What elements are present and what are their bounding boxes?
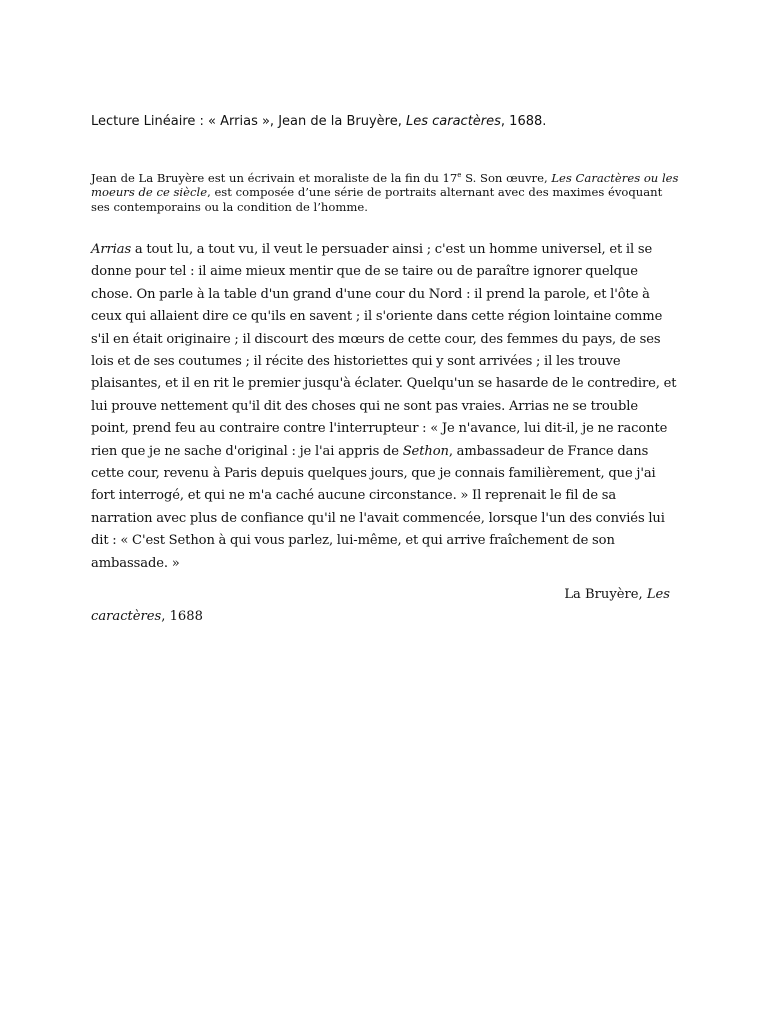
intro-superscript: e — [457, 171, 462, 179]
document-page — [91, 0, 679, 1024]
citation-year: , 1688 — [161, 609, 203, 625]
citation-line-1 — [91, 584, 679, 606]
title-prefix: Lecture Linéaire : « Arrias », Jean de la Bruyère, — [91, 114, 406, 129]
intro-work: Les Caractères ou les moeurs de ce siècle — [91, 170, 679, 200]
title-work: Les caractères — [405, 114, 501, 129]
title-suffix: , 1688. — [500, 114, 547, 129]
intro-before: Jean de La Bruyère est un écrivain et moraliste de la fin du 17 — [91, 170, 458, 185]
citation — [91, 584, 679, 629]
passage-name-sethon: Sethon — [402, 443, 449, 459]
document-title — [91, 113, 679, 131]
passage-name-arrias: Arrias — [91, 242, 132, 257]
citation-work-part1: Les — [646, 587, 670, 602]
citation-line-2 — [91, 606, 679, 628]
intro-paragraph — [91, 168, 679, 214]
intro-middle: S. Son œuvre, — [461, 170, 552, 185]
citation-work-part2: caractères — [91, 609, 162, 625]
passage-part2: , ambassadeur de France dans cette cour, revenu à Paris depuis quelques jours, que je connais familièrement, que j'ai fort interrogé, et qui ne m'a caché aucune circonstance. » Il reprenait le fil de sa narration avec plus de confiance qu'il ne l'avait commencée, lorsque l'un des conviés lui dit : « C'est Sethon à qui vous parlez, lui-même, et qui arrive fraîchement de son ambassade. » — [91, 443, 665, 571]
citation-author: La Bruyère, — [564, 587, 647, 602]
passage-text — [91, 239, 679, 575]
passage-part1: a tout lu, a tout vu, il veut le persuader ainsi ; c'est un homme universel, et il se donne pour tel : il aime mieux mentir que de se taire ou de paraître ignorer quelque chose. On parle à la table d'un grand d'une cour du Nord : il prend la parole, et l'ôte à ceux qui allaient dire ce qu'ils en savent ; il s'oriente dans cette région lointaine comme s'il en était originaire ; il discourt des mœurs de cette cour, des femmes du pays, de ses lois et de ses coutumes ; il récite des historiettes qui y sont arrivées ; il les trouve plaisantes, et il en rit le premier jusqu'à éclater. Quelqu'un se hasarde de le contredire, et lui prouve nettement qu'il dit des choses qui ne sont pas vraies. Arrias ne se trouble point, prend feu au contraire contre l'interrupteur : « Je n'avance, lui dit-il, je ne raconte rien que je ne sache d'original : je l'ai appris de — [91, 242, 677, 459]
intro-after: , est composée d’une série de portraits alternant avec des maximes évoquant ses contemporains ou la condition de l’homme. — [91, 185, 663, 214]
